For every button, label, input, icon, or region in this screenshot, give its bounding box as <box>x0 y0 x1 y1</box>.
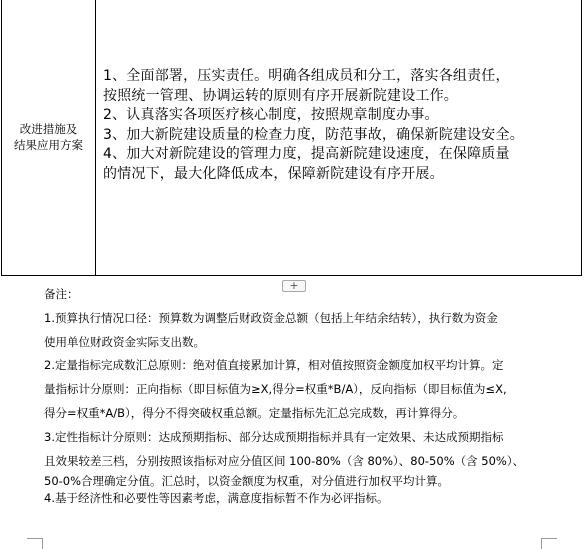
row-label-line: 改进措施及 <box>19 122 78 136</box>
notes-heading: 备注： <box>44 287 79 301</box>
content-line: 3、加大新院建设质量的检查力度，防范事故，确保新院建设安全。 <box>103 126 524 143</box>
improvement-plan-content <box>103 67 579 184</box>
page-corner-mark-left <box>27 538 43 549</box>
content-line: 1、全面部署，压实责任。明确各组成员和分工，落实各组责任， <box>103 68 510 84</box>
page-corner-mark-right <box>541 538 557 549</box>
content-line: 按照统一管理、协调运转的原则有序开展新院建设工作。 <box>103 87 458 104</box>
notes-line: 2.定量指标完成数汇总原则：绝对值直接累加计算，相对值按照资金额度加权平均计算。定 <box>44 358 504 373</box>
content-line: 4、加大对新院建设的管理力度，提高新院建设速度，在保障质量 <box>103 146 510 162</box>
table-row-improvement-plan <box>1 0 582 276</box>
notes-line: 量指标计分原则：正向指标（即目标值为≥X,得分=权重*B/A），反向指标（即目标值为≤X, <box>44 382 507 397</box>
notes-section <box>44 283 554 507</box>
notes-line: 4.基于经济性和必要性等因素考虑，满意度指标暂不作为必评指标。 <box>44 491 389 506</box>
content-line: 2、认真落实各项医疗核心制度，按照规章制度办事。 <box>103 107 439 123</box>
notes-line: 使用单位财政资金实际支出数。 <box>44 334 205 349</box>
notes-line: 得分=权重*A/B），得分不得突破权重总额。定量指标先汇总完成数，再计算得分。 <box>44 405 465 420</box>
column-divider <box>95 0 96 275</box>
notes-line: 且效果较差三档，分别按照该指标对应分值区间 100-80%（含 80%）、80-50%（含 50%）、 <box>44 453 525 468</box>
notes-line: 3.定性指标计分原则：达成预期指标、部分达成预期指标并具有一定效果、未达成预期指标 <box>44 429 504 444</box>
row-label-line: 结果应用方案 <box>14 138 83 152</box>
notes-line: 50-0%合理确定分值。汇总时，以资金额度为权重，对分值进行加权平均计算。 <box>44 474 450 489</box>
row-label <box>2 121 95 153</box>
content-line: 的情况下，最大化降低成本，保障新院建设有序开展。 <box>103 165 444 182</box>
add-row-button[interactable]: + <box>282 280 306 292</box>
notes-line: 1.预算执行情况口径：预算数为调整后财政资金总额（包括上年结余结转），执行数为资金 <box>44 310 498 325</box>
